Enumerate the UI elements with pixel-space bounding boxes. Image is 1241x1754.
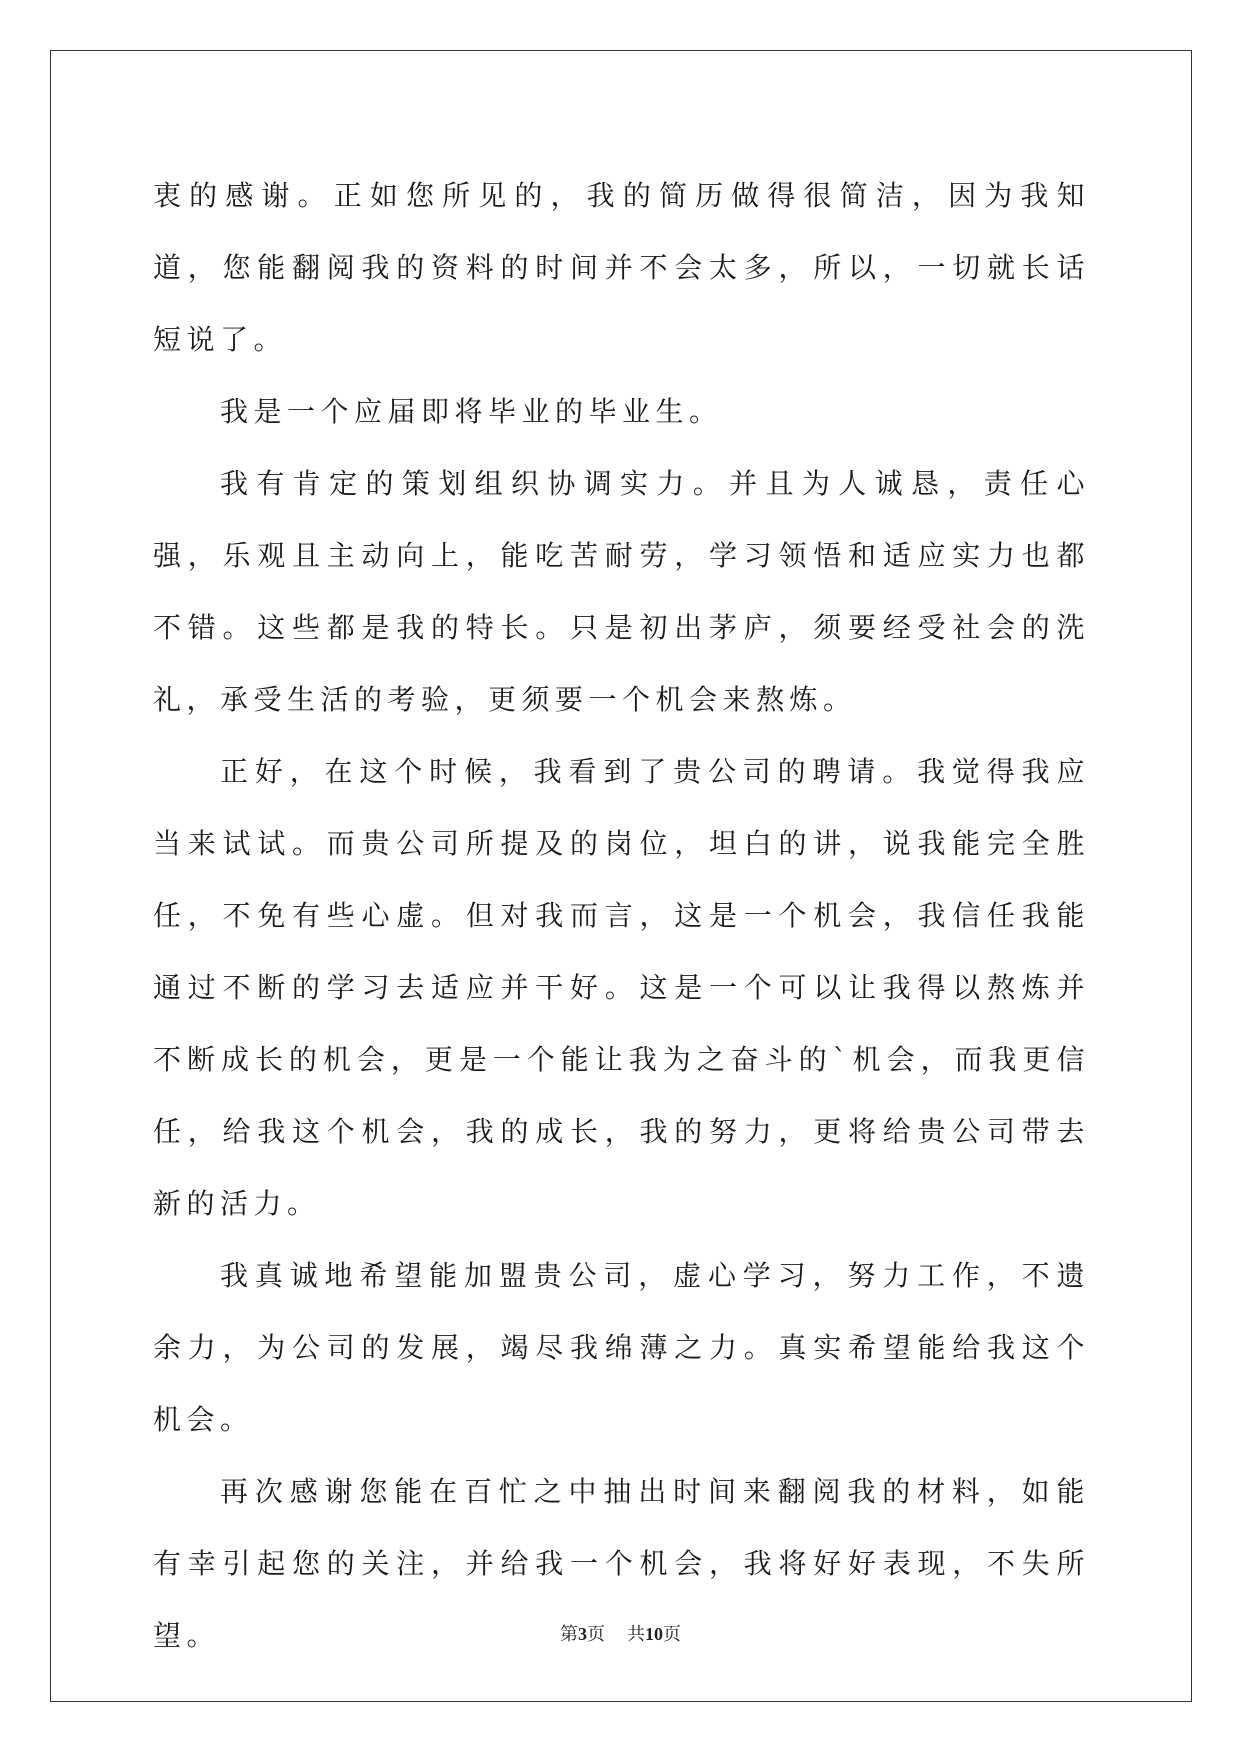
page-label-suffix: 页 bbox=[587, 1624, 605, 1645]
page-label-prefix: 第 bbox=[560, 1624, 578, 1645]
total-pages: 10 bbox=[645, 1624, 663, 1644]
total-label-prefix: 共 bbox=[627, 1624, 645, 1645]
document-body bbox=[153, 160, 1090, 1672]
paragraph-6: 再次感谢您能在百忙之中抽出时间来翻阅我的材料，如能有幸引起您的关注，并给我一个机会，我将好好表现，不失所望。 bbox=[153, 1475, 1090, 1652]
page-number: 3 bbox=[578, 1624, 587, 1644]
paragraph-3: 我有肯定的策划组织协调实力。并且为人诚恳，责任心强，乐观且主动向上，能吃苦耐劳，学习领悟和适应实力也都不错。这些都是我的特长。只是初出茅庐，须要经受社会的洗礼，承受生活的考验，更须要一个机会来熬炼。 bbox=[153, 467, 1090, 716]
paragraph-4: 正好，在这个时候，我看到了贵公司的聘请。我觉得我应当来试试。而贵公司所提及的岗位，坦白的讲，说我能完全胜任，不免有些心虚。但对我而言，这是一个机会，我信任我能通过不断的学习去适应并干好。这是一个可以让我得以熬炼并不断成长的机会，更是一个能让我为之奋斗的`机会，而我更信任，给我这个机会，我的成长，我的努力，更将给贵公司带去新的活力。 bbox=[153, 755, 1090, 1220]
paragraph-5: 我真诚地希望能加盟贵公司，虚心学习，努力工作，不遗余力，为公司的发展，竭尽我绵薄之力。真实希望能给我这个机会。 bbox=[153, 1259, 1090, 1436]
paragraph-2: 我是一个应届即将毕业的毕业生。 bbox=[220, 395, 723, 428]
total-label-suffix: 页 bbox=[663, 1624, 681, 1645]
page-footer bbox=[0, 1622, 1241, 1647]
paragraph-1: 衷的感谢。正如您所见的，我的简历做得很简洁，因为我知道，您能翻阅我的资料的时间并不会太多，所以，一切就长话短说了。 bbox=[153, 179, 1090, 356]
